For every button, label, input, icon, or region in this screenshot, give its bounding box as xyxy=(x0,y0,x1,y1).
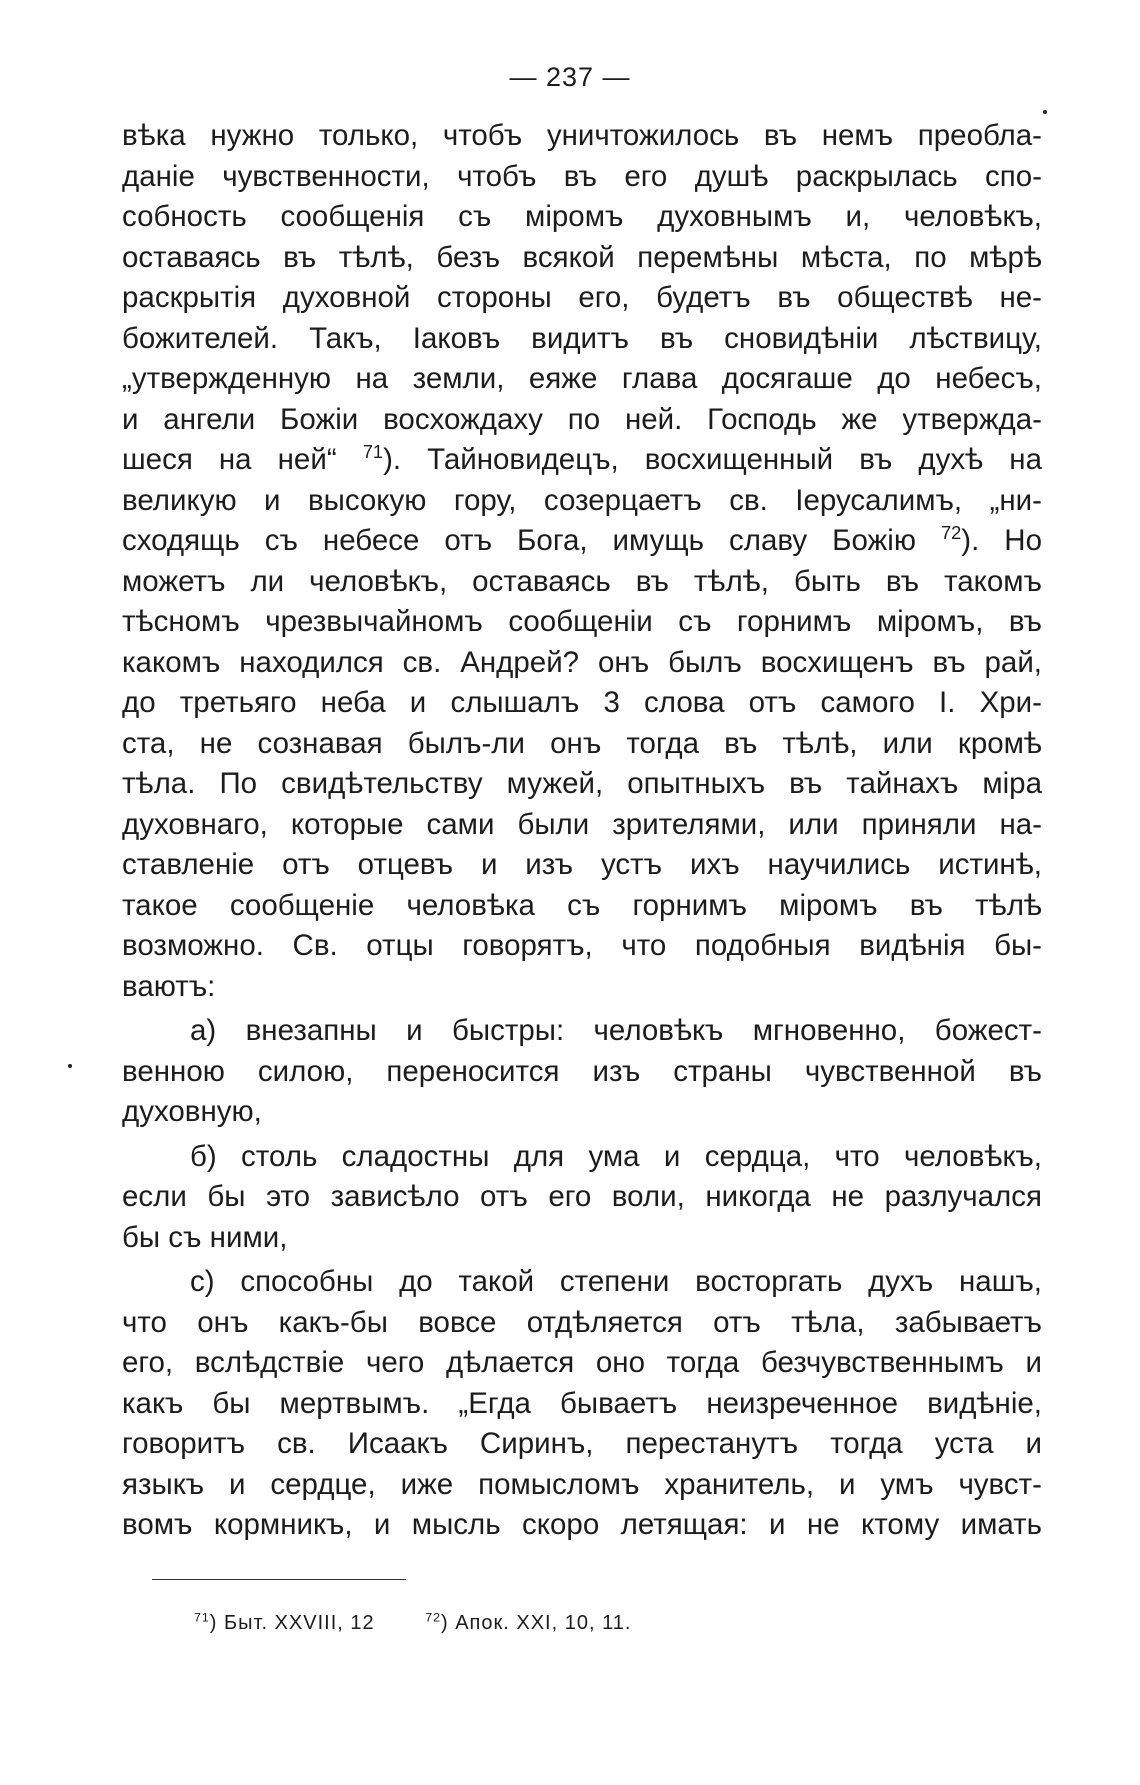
text-line: собность сообщенія съ міромъ духовнымъ и, человѣкъ, xyxy=(122,200,1042,233)
text-line: тѣсномъ чрезвычайномъ сообщеніи съ горнимъ міромъ, въ xyxy=(122,605,1042,638)
text-line: „утвержденную на земли, еяже глава досягаше до небесъ, xyxy=(122,362,1042,395)
text-line: венною силою, переносится изъ страны чувственной въ xyxy=(122,1054,1042,1088)
text-line: ставленіе отъ отцевъ и изъ устъ ихъ научились истинѣ, xyxy=(122,848,1042,881)
list-item-c: с) способны до такой степени восторгать духъ нашъ, xyxy=(190,1265,1042,1298)
body-text xyxy=(122,116,1042,1546)
text-line: такое сообщеніе человѣка съ горнимъ міромъ въ тѣлѣ xyxy=(122,888,1042,922)
text-line: языкъ и сердце, иже помысломъ хранитель, и умъ чувст- xyxy=(122,1467,1042,1501)
list-item-b: б) столь сладостны для ума и сердца, что человѣкъ, xyxy=(190,1139,1042,1173)
footnote-72 xyxy=(425,1612,631,1634)
text-line: сходящь съ небесе отъ Бога, имущь славу Божію $^{72}$). Но xyxy=(122,522,1042,557)
footnote-mark: 71 xyxy=(194,1610,210,1625)
print-speck xyxy=(68,1064,72,1068)
text-line: шеся на ней“ $^{71}$). Тайновидецъ, восхищенный въ духѣ на xyxy=(122,441,1042,476)
text-line: можетъ ли человѣкъ, оставаясь въ тѣлѣ, быть въ такомъ xyxy=(122,564,1042,598)
text-line: если бы это зависѣло отъ его воли, никогда не разлучался xyxy=(122,1180,1042,1213)
text-line: до третьяго неба и слышалъ 3 слова отъ самого І. Хри- xyxy=(122,686,1042,719)
page-number: — 237 — xyxy=(509,62,631,92)
print-speck xyxy=(1043,110,1047,114)
text-line: вѣка нужно только, чтобъ уничтожилось въ немъ преобла- xyxy=(122,119,1042,152)
footnote-text: ) Апок. XXI, 10, 11. xyxy=(440,1612,632,1634)
text-line: что онъ какъ-бы вовсе отдѣляется отъ тѣла, забываетъ xyxy=(122,1305,1042,1339)
text-line: вомъ кормникъ, и мысль скоро летящая: и не ктому имать xyxy=(122,1508,1042,1541)
text-line: какомъ находился св. Андрей? онъ былъ восхищенъ въ рай, xyxy=(122,645,1042,679)
text-line: тѣла. По свидѣтельству мужей, опытныхъ въ тайнахъ міра xyxy=(122,767,1042,800)
footnote-71 xyxy=(194,1612,375,1634)
text-line: божителей. Такъ, Іаковъ видитъ въ сновидѣніи лѣствицу, xyxy=(122,321,1042,355)
footnotes xyxy=(194,1612,631,1635)
text-line: какъ бы мертвымъ. „Егда бываетъ неизреченное видѣніе, xyxy=(122,1386,1042,1420)
text-line: оставаясь въ тѣлѣ, безъ всякой перемѣны мѣста, по мѣрѣ xyxy=(122,240,1042,274)
text-line: и ангели Божіи восхождаху по ней. Господь же утвержда- xyxy=(122,402,1042,436)
footnote-text: ) Быт. XXVIII, 12 xyxy=(209,1612,375,1634)
text-line: его, вслѣдствіе чего дѣлается оно тогда безчувственнымъ и xyxy=(122,1346,1042,1379)
text-line: бы съ ними, xyxy=(122,1220,288,1254)
footnote-divider xyxy=(152,1579,406,1580)
list-item-a: а) внезапны и быстры: человѣкъ мгновенно, божест- xyxy=(190,1014,1042,1047)
text-line: великую и высокую гору, созерцаетъ св. Іерусалимъ, „ни- xyxy=(122,483,1042,517)
text-line: ста, не сознавая былъ-ли онъ тогда въ тѣлѣ, или кромѣ xyxy=(122,726,1042,760)
text-line: возможно. Св. отцы говорятъ, что подобныя видѣнія бы- xyxy=(122,929,1042,962)
text-line: раскрытія духовной стороны его, будетъ въ обществѣ не- xyxy=(122,281,1042,314)
footnote-mark: 72 xyxy=(425,1610,441,1625)
text-line: даніе чувственности, чтобъ въ его душѣ раскрылась спо- xyxy=(122,159,1042,193)
text-line: говоритъ св. Исаакъ Сиринъ, перестанутъ тогда уста и xyxy=(122,1427,1042,1460)
text-line: духовнаго, которые сами были зрителями, или приняли на- xyxy=(122,807,1042,841)
text-line: духовную, xyxy=(122,1095,262,1128)
text-line: ваютъ: xyxy=(122,969,216,1003)
